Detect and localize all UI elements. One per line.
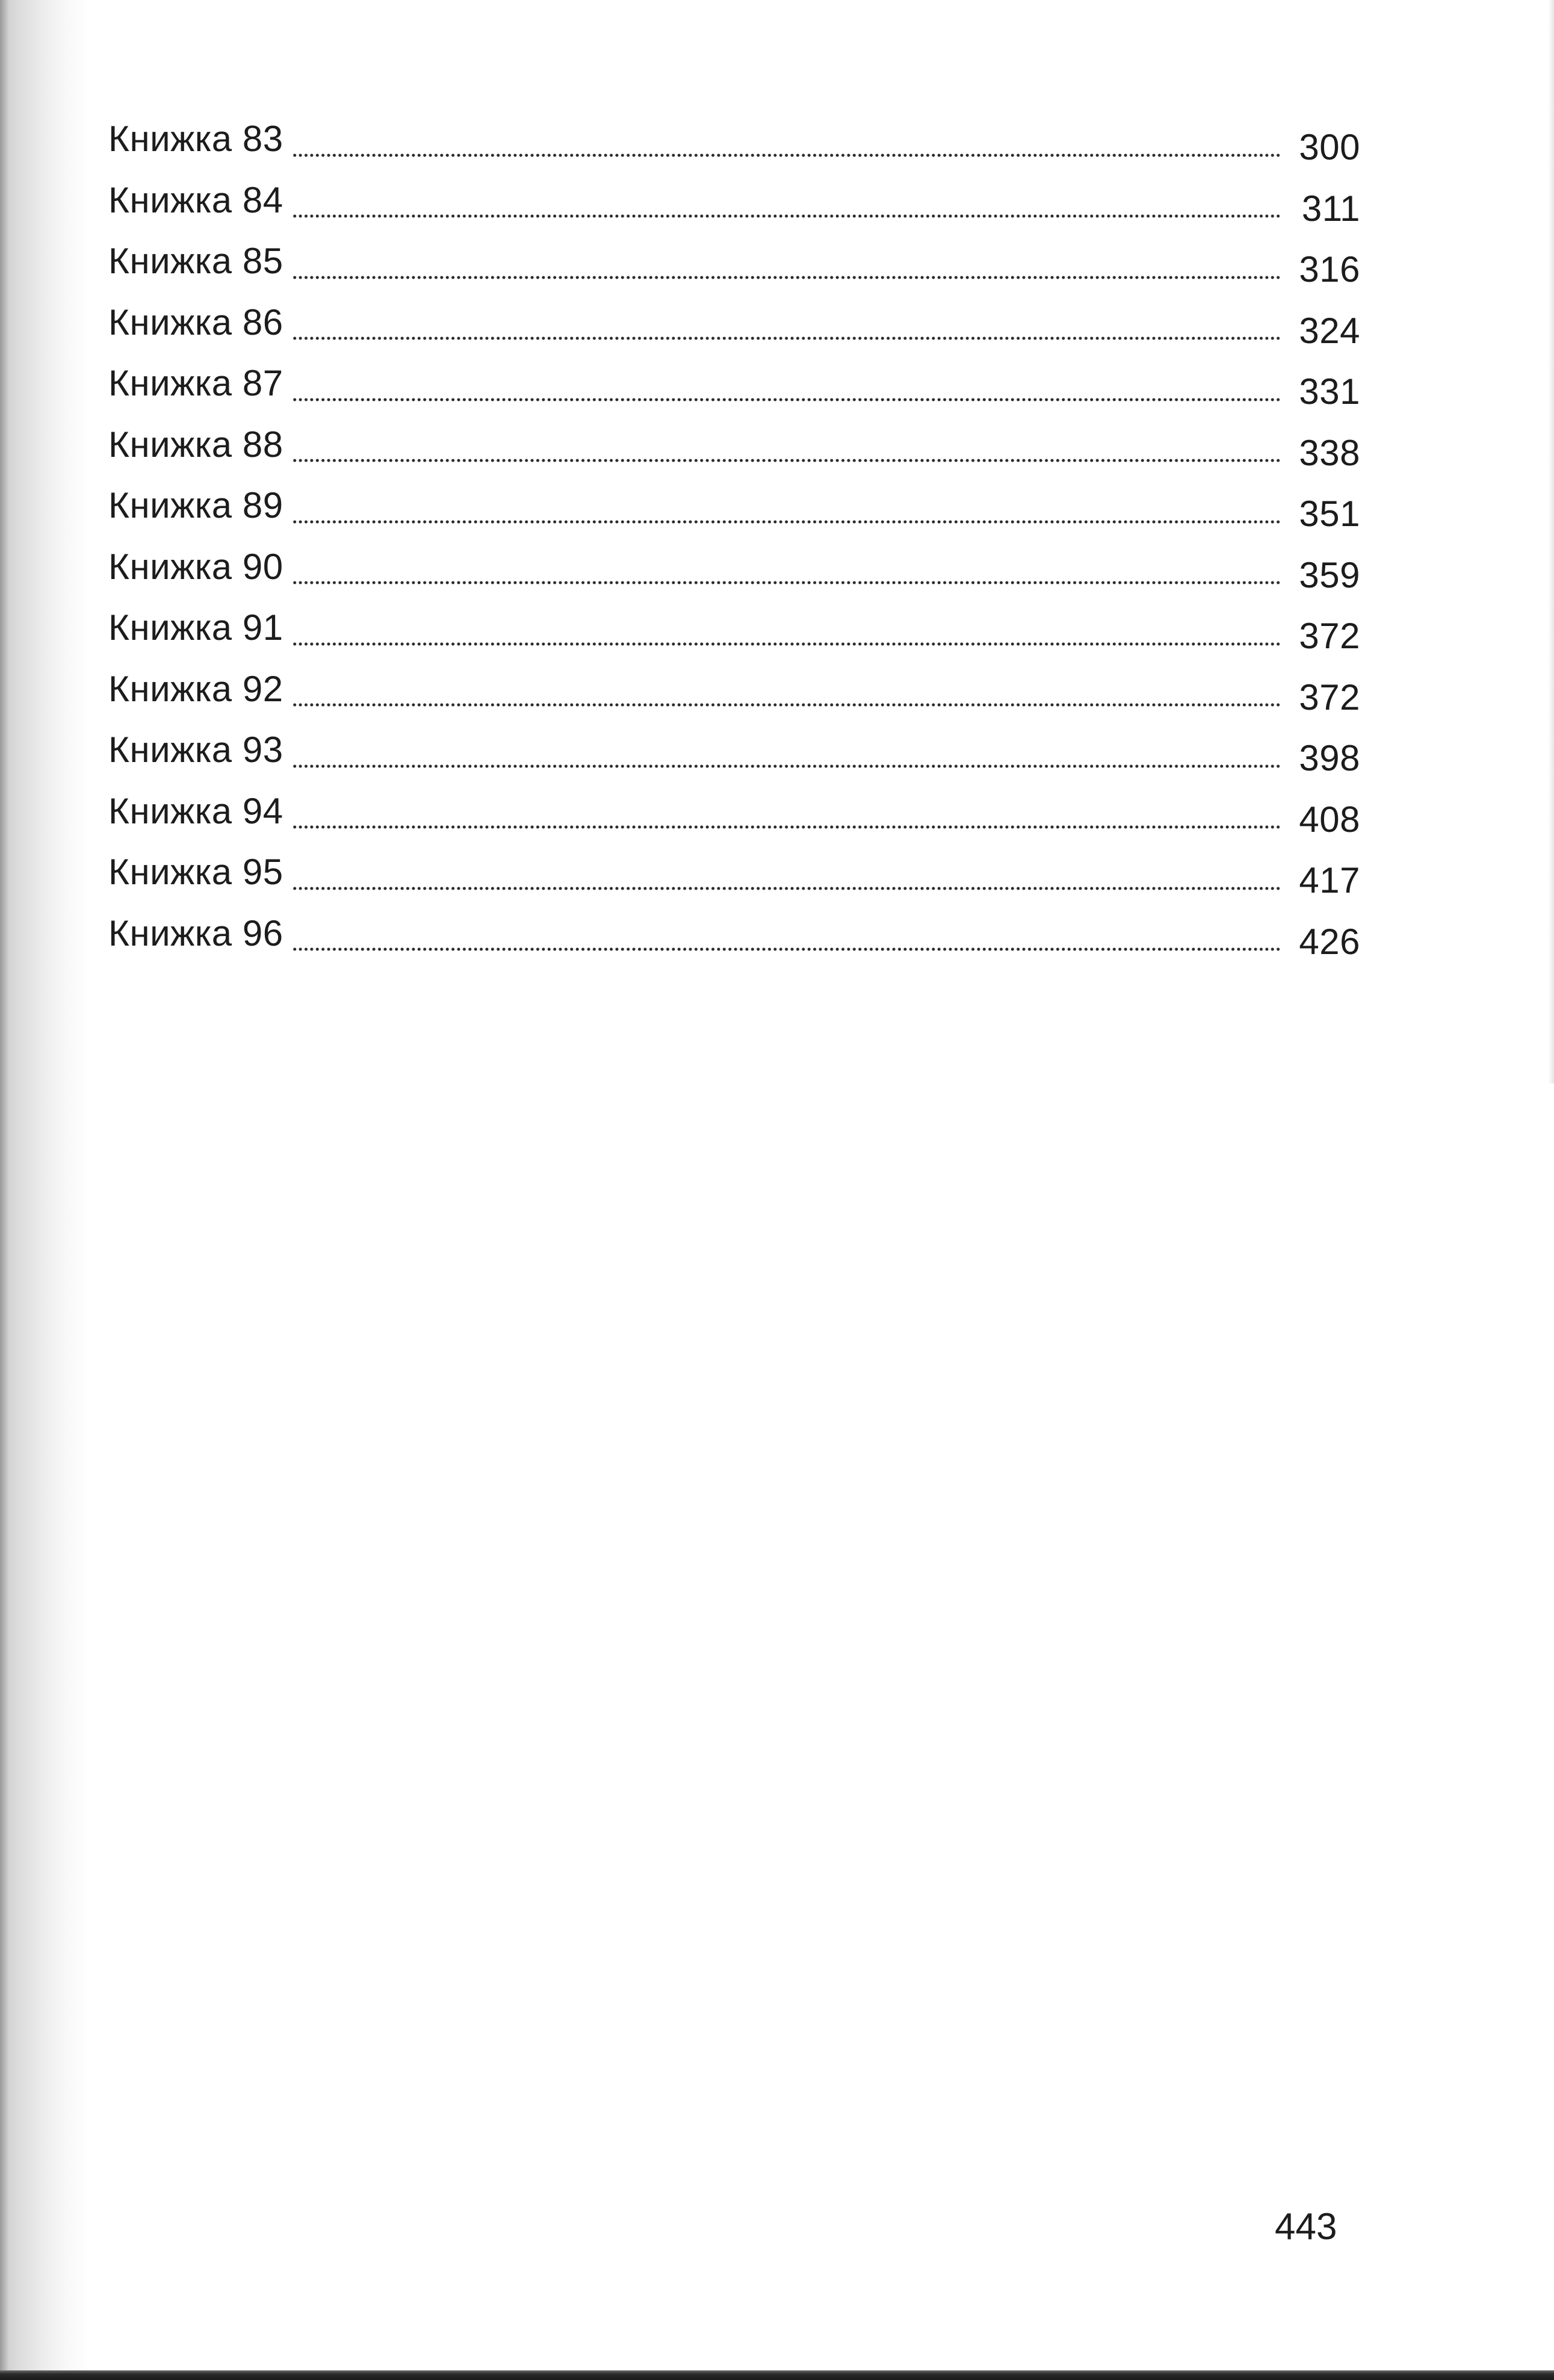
toc-dot-leader xyxy=(292,733,1281,769)
toc-entry-title: Книжка 96 xyxy=(108,913,283,953)
toc-entry-title: Книжка 86 xyxy=(108,302,283,342)
toc-entry-title: Книжка 88 xyxy=(108,424,283,465)
toc-entry-title: Книжка 84 xyxy=(108,179,283,220)
toc-dot-leader xyxy=(292,855,1281,891)
toc-dot-leader xyxy=(292,182,1281,218)
toc-entry-title: Книжка 93 xyxy=(108,730,283,770)
page-right-shadow xyxy=(1548,0,1554,1083)
toc-entry-page: 338 xyxy=(1299,432,1360,473)
toc-dot-leader xyxy=(292,427,1281,463)
toc-entry-title: Книжка 92 xyxy=(108,668,283,709)
toc-dot-leader xyxy=(292,671,1281,707)
table-of-contents xyxy=(108,108,1360,964)
toc-dot-leader xyxy=(292,916,1281,952)
toc-entry xyxy=(108,841,1360,903)
toc-entry-title: Книжка 83 xyxy=(108,119,283,159)
toc-entry-page: 331 xyxy=(1299,371,1360,412)
toc-entry-title: Книжка 95 xyxy=(108,852,283,892)
toc-entry xyxy=(108,353,1360,414)
toc-entry-page: 359 xyxy=(1299,554,1360,595)
toc-entry xyxy=(108,659,1360,720)
toc-entry xyxy=(108,292,1360,353)
toc-entry xyxy=(108,903,1360,964)
toc-dot-leader xyxy=(292,610,1281,646)
toc-entry xyxy=(108,719,1360,781)
toc-entry-page: 316 xyxy=(1299,249,1360,290)
toc-entry-page: 300 xyxy=(1299,127,1360,167)
toc-entry-page: 398 xyxy=(1299,738,1360,778)
toc-entry xyxy=(108,536,1360,598)
toc-entry xyxy=(108,597,1360,659)
toc-entry-page: 408 xyxy=(1299,799,1360,840)
toc-dot-leader xyxy=(292,244,1281,280)
page-number: 443 xyxy=(1275,2206,1337,2248)
toc-entry-page: 426 xyxy=(1299,921,1360,962)
toc-dot-leader xyxy=(292,122,1281,158)
toc-entry-title: Книжка 89 xyxy=(108,485,283,525)
toc-entry-title: Книжка 91 xyxy=(108,607,283,648)
toc-entry-title: Книжка 87 xyxy=(108,363,283,403)
toc-entry-page: 311 xyxy=(1301,188,1360,229)
toc-entry xyxy=(108,475,1360,536)
toc-entry-page: 417 xyxy=(1299,860,1360,900)
toc-entry xyxy=(108,170,1360,231)
page-gutter-shadow xyxy=(0,0,90,2380)
page-binding-edge xyxy=(0,0,8,2380)
scan-bottom-edge xyxy=(0,2370,1554,2380)
toc-dot-leader xyxy=(292,549,1281,585)
toc-entry-page: 351 xyxy=(1299,494,1360,534)
toc-entry-title: Книжка 85 xyxy=(108,241,283,281)
toc-dot-leader xyxy=(292,305,1281,341)
toc-dot-leader xyxy=(292,793,1281,829)
toc-entry xyxy=(108,781,1360,842)
toc-entry-title: Книжка 90 xyxy=(108,546,283,587)
toc-entry-page: 324 xyxy=(1299,310,1360,351)
toc-entry-title: Книжка 94 xyxy=(108,790,283,831)
toc-entry-page: 372 xyxy=(1299,616,1360,656)
toc-entry xyxy=(108,108,1360,170)
toc-dot-leader xyxy=(292,488,1281,524)
toc-dot-leader xyxy=(292,366,1281,402)
toc-entry xyxy=(108,231,1360,292)
toc-entry-page: 372 xyxy=(1299,677,1360,717)
toc-entry xyxy=(108,414,1360,476)
